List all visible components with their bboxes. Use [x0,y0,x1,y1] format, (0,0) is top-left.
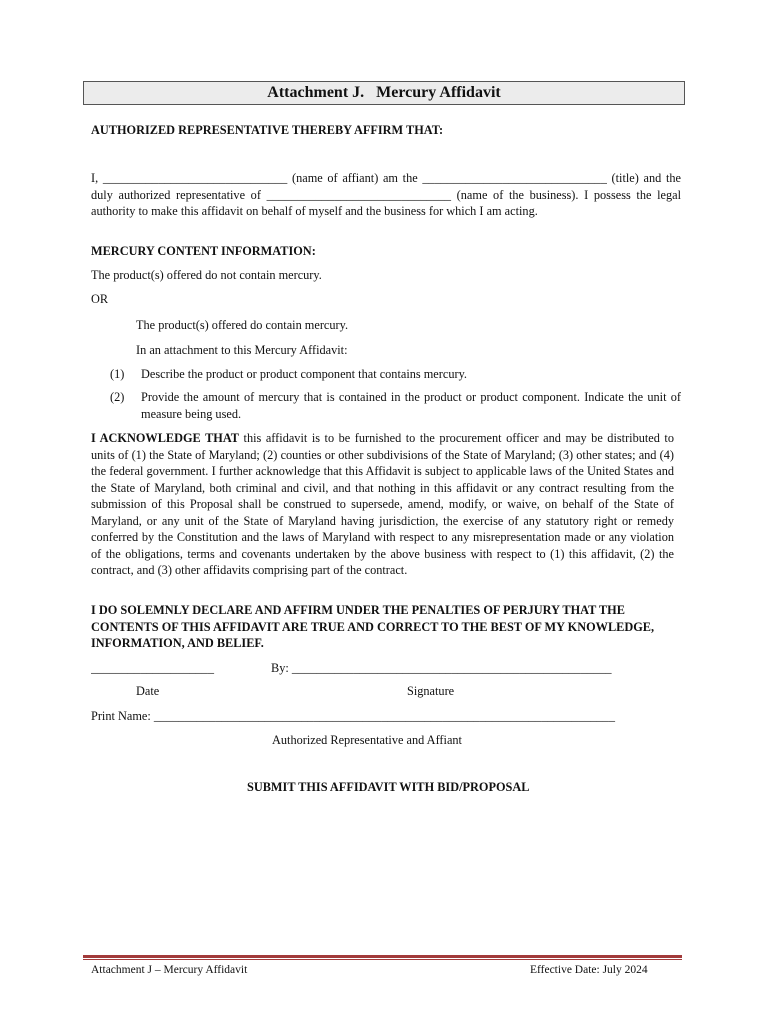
list-text: Describe the product or product component that contains mercury. [141,367,467,381]
title-mercury-affidavit: Mercury Affidavit [376,84,501,101]
list-text: Provide the amount of mercury that is contained in the product or product component. Indicate the unit of measure being used. [141,390,681,421]
footer-rule [83,955,682,958]
perjury-declaration: I DO SOLEMNLY DECLARE AND AFFIRM UNDER THE PENALTIES OF PERJURY THAT THE CONTENTS OF THIS AFFIDAVIT ARE TRUE AND CORRECT TO THE BEST OF MY KNOWLEDGE, INFORMATION, AND BELIEF. [91,603,655,650]
or-label: OR [91,292,109,306]
signature-label: Signature [407,684,455,698]
attachment-intro: In an attachment to this Mercury Affidavit: [136,343,348,357]
date-line: ____________________ [91,661,214,675]
footer-rule-thin [83,959,682,960]
submit-instruction: SUBMIT THIS AFFIDAVIT WITH BID/PROPOSAL [247,780,530,794]
acknowledge-paragraph [91,430,674,579]
mercury-heading: MERCURY CONTENT INFORMATION: [91,244,316,258]
print-name-line: Print Name: ___________________________________________________________________________ [91,709,615,723]
representative-label: Authorized Representative and Affiant [272,733,462,747]
title-attachment: Attachment J. [267,84,365,101]
list-number: (1) [110,367,125,381]
date-label: Date [136,684,160,698]
option-no-mercury: The product(s) offered do not contain mercury. [91,268,322,282]
footer-right: Effective Date: July 2024 [530,964,648,976]
option-mercury: The product(s) offered do contain mercury. [136,318,349,332]
by-line: By: ____________________________________________________ [271,661,612,675]
acknowledge-body: this affidavit is to be furnished to the procurement officer and may be distributed to units of (1) the State of Maryland; (2) counties or other subdivisions of the State of Maryland; (3) other states; and (4) the federal government. I further acknowledge that this Affidavit is subject to applicable laws of the United States and the State of Maryland, both criminal and civil, and that nothing in this affidavit or any contract resulting from the submission of this Proposal shall be construed to supersede, amend, modify, or waive, on behalf of the State of Maryland, or any unit of the State of Maryland having jurisdiction, the exercise of any statutory right or remedy conferred by the Constitution and the laws of Maryland with respect to any misrepresentation made or any violation of the obligations, terms and covenants undertaken by the above business with respect to (1) this affidavit, (2) the contract, and (3) other affidavits comprising part of the contract. [91,431,675,577]
title-banner [83,81,685,105]
footer-left: Attachment J – Mercury Affidavit [91,964,248,976]
list-number: (2) [110,390,125,404]
affiant-paragraph: I, ______________________________ (name of affiant) am the ______________________________ (title) and the duly authorized representative of ______________________________ (name of the business). I possess the legal authority to make this affidavit on behalf of myself and the business for which I am acting. [91,171,681,218]
acknowledge-lead: I ACKNOWLEDGE THAT [91,431,240,445]
affirm-heading: AUTHORIZED REPRESENTATIVE THEREBY AFFIRM THAT: [91,123,444,137]
